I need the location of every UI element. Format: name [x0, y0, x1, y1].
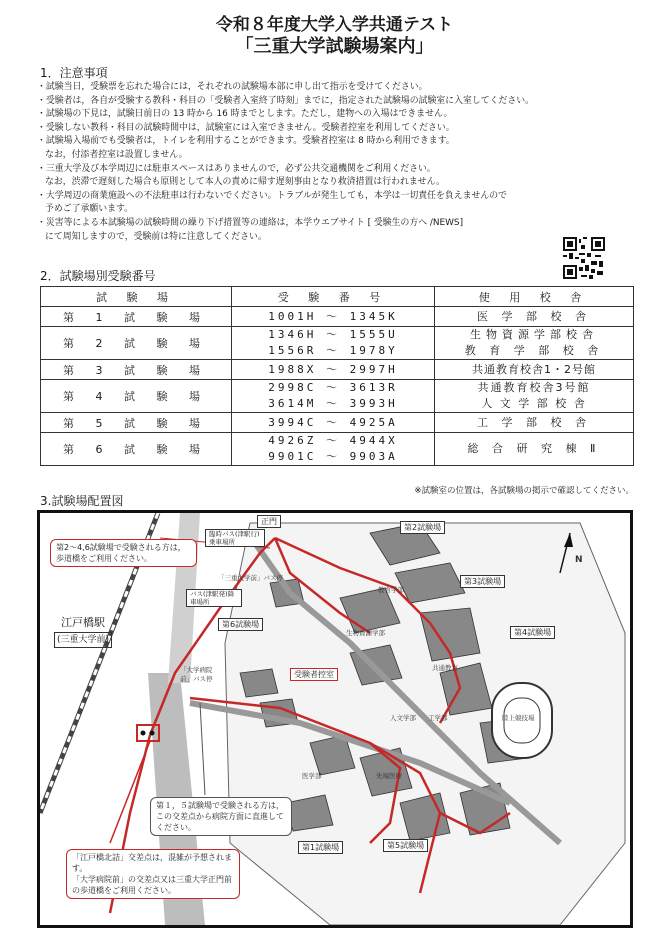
note-item: ・試験当日，受験票を忘れた場合には，それぞれの試験場本部に申し出て指示を受けてください。 — [37, 82, 428, 92]
building-humanities: 人文学部 — [390, 714, 416, 722]
table-row — [41, 433, 634, 466]
buildings-cell: 共通教育校舎1・2号館 — [435, 360, 634, 380]
table-row — [41, 380, 634, 413]
site-cell: 第 2 試 験 場 — [41, 327, 232, 360]
note-item: ・大学周辺の商業施設への不法駐車は行わないでください。トラブルが発生しても，本学は一切責任を負えませんので — [37, 190, 508, 201]
table-header-row — [41, 287, 634, 307]
note-item: ・試験場入場前でも受験者は，トイレを利用することができます。受験者控室は 8 時から利用できます。 — [37, 136, 455, 147]
bus-stop-name: 「三重大学前」バス停 — [218, 574, 283, 582]
site-cell: 第 6 試 験 場 — [41, 433, 232, 466]
table-footnote: ※試験室の位置は，各試験場の掲示で確認してください。 — [414, 486, 634, 496]
note-item: 予めご了承願います。 — [45, 204, 134, 215]
athletics-field-label: 陸上競技場 — [502, 714, 535, 722]
buildings-cell: 総 合 研 究 棟 Ⅱ — [435, 433, 634, 466]
station-label — [54, 616, 112, 648]
site3-label: 第3試験場 — [460, 575, 505, 588]
waiting-room-label: 受験者控室 — [290, 668, 338, 681]
note-item: ・三重大学及び本学周辺には駐車スペースはありませんので，必ず公共交通機関をご利用ください。 — [37, 163, 436, 174]
building-advanced-medical: 先端医療 — [376, 772, 402, 780]
site1-label: 第1試験場 — [298, 841, 343, 854]
table-row — [41, 327, 634, 360]
qr-code-icon[interactable] — [563, 237, 605, 279]
main-gate-label: 正門 — [257, 515, 281, 528]
station-subname: (三重大学前) — [54, 632, 112, 648]
column-header-buildings: 使 用 校 舎 — [435, 287, 634, 307]
note-item: にて周知しますので，受験前は特に注意してください。 — [45, 231, 267, 242]
note-item: ・災害等による本試験場の試験時間の繰り下げ措置等の連絡は，本学ウエブサイト [ 受験生の方へ /NEWS] — [37, 217, 464, 228]
map-heading: 3.試験場配置図 — [40, 494, 124, 508]
page-title: 令和８年度大学入学共通テスト — [215, 15, 454, 35]
building-engineering: 工学部 — [428, 714, 448, 722]
buildings-cell: 医 学 部 校 舎 — [435, 307, 634, 327]
site-cell: 第 1 試 験 場 — [41, 307, 232, 327]
numbers-cell: 4926Z ～ 4944X 9901C ～ 9903A — [232, 433, 435, 466]
buildings-cell: 工 学 部 校 舎 — [435, 413, 634, 433]
note-item: なお，付添者控室は設置しません。 — [45, 149, 188, 160]
note-item: なお，渋滞で遅刻した場合も原則として本人の責めに帰す遅刻事由となり救済措置は行われません。 — [45, 177, 445, 188]
page-subtitle: 「三重大学試験場案内」 — [235, 36, 434, 57]
temporary-bus-stop-label: 臨時バス(津駅行)乗車場所 — [205, 529, 265, 547]
site5-label: 第5試験場 — [383, 839, 428, 852]
site2-label: 第2試験場 — [400, 521, 445, 534]
campus-map[interactable] — [37, 510, 633, 928]
building-common: 共通教育 — [432, 664, 458, 672]
table-row — [41, 307, 634, 327]
callout-hospital-crossing: 第１，５試験場で受験される方は，この交差点から病院方面に直進してください。 — [150, 797, 292, 836]
site-cell: 第 5 試 験 場 — [41, 413, 232, 433]
building-medical: 医学部 — [302, 772, 322, 780]
callout-edobashi-text-2: 「大学病院前」の交差点又は三重大学正門前の歩道橋をご利用ください。 — [72, 875, 232, 895]
callout-pedestrian-bridge: 第2～4,6試験場で受験される方は，歩道橋をご利用ください。 — [50, 539, 197, 567]
buildings-cell: 共通教育校舎3号館 人 文 学 部 校 舎 — [435, 380, 634, 413]
notes-list — [37, 81, 637, 244]
note-item: ・受験しない教科・科目の試験時間中は，試験室には入室できません。受験者控室を利用してください。 — [37, 122, 455, 133]
site6-label: 第6試験場 — [218, 618, 263, 631]
numbers-cell: 2998C ～ 3613R 3614M ～ 3993H — [232, 380, 435, 413]
table-row — [41, 413, 634, 433]
north-label: N — [575, 555, 583, 565]
numbers-cell: 1988X ～ 2997H — [232, 360, 435, 380]
callout-edobashi-crossing — [66, 849, 240, 899]
callout-edobashi-text-1: 「江戸橋北詰」交差点は，混雑が予想されます。 — [72, 853, 232, 873]
numbers-cell: 3994C ～ 4925A — [232, 413, 435, 433]
exam-site-table — [40, 286, 634, 466]
note-item: ・受験者は，各自が受験する教科・科目の「受験者入室終了時刻」までに，指定された試験場の試験室に入室してください。 — [37, 95, 534, 106]
bus-arrival-label: バス(津駅発)降車場所 — [186, 589, 242, 607]
numbers-cell: 1001H ～ 1345K — [232, 307, 435, 327]
table-row — [41, 360, 634, 380]
buildings-cell: 生物資源学部校舎 教 育 学 部 校 舎 — [435, 327, 634, 360]
numbers-cell: 1346H ～ 1555U 1556R ～ 1978Y — [232, 327, 435, 360]
table-heading: 2．試験場別受験番号 — [40, 269, 156, 283]
site-cell: 第 4 試 験 場 — [41, 380, 232, 413]
station-name: 江戸橋駅 — [61, 616, 106, 629]
site-cell: 第 3 試 験 場 — [41, 360, 232, 380]
column-header-site: 試 験 場 — [41, 287, 232, 307]
hospital-bus-stop: 「大学病院前」バス停 — [180, 666, 213, 683]
note-item: ・試験場の下見は，試験日前日の 13 時から 16 時までとします。ただし，建物への入場はできません。 — [37, 109, 453, 120]
building-bioresources: 生物資源学部 — [346, 629, 385, 637]
site4-label: 第4試験場 — [510, 626, 555, 639]
column-header-numbers: 受 験 番 号 — [232, 287, 435, 307]
building-education: 教育学部 — [378, 586, 404, 594]
notes-heading: 1．注意事項 — [40, 66, 108, 80]
